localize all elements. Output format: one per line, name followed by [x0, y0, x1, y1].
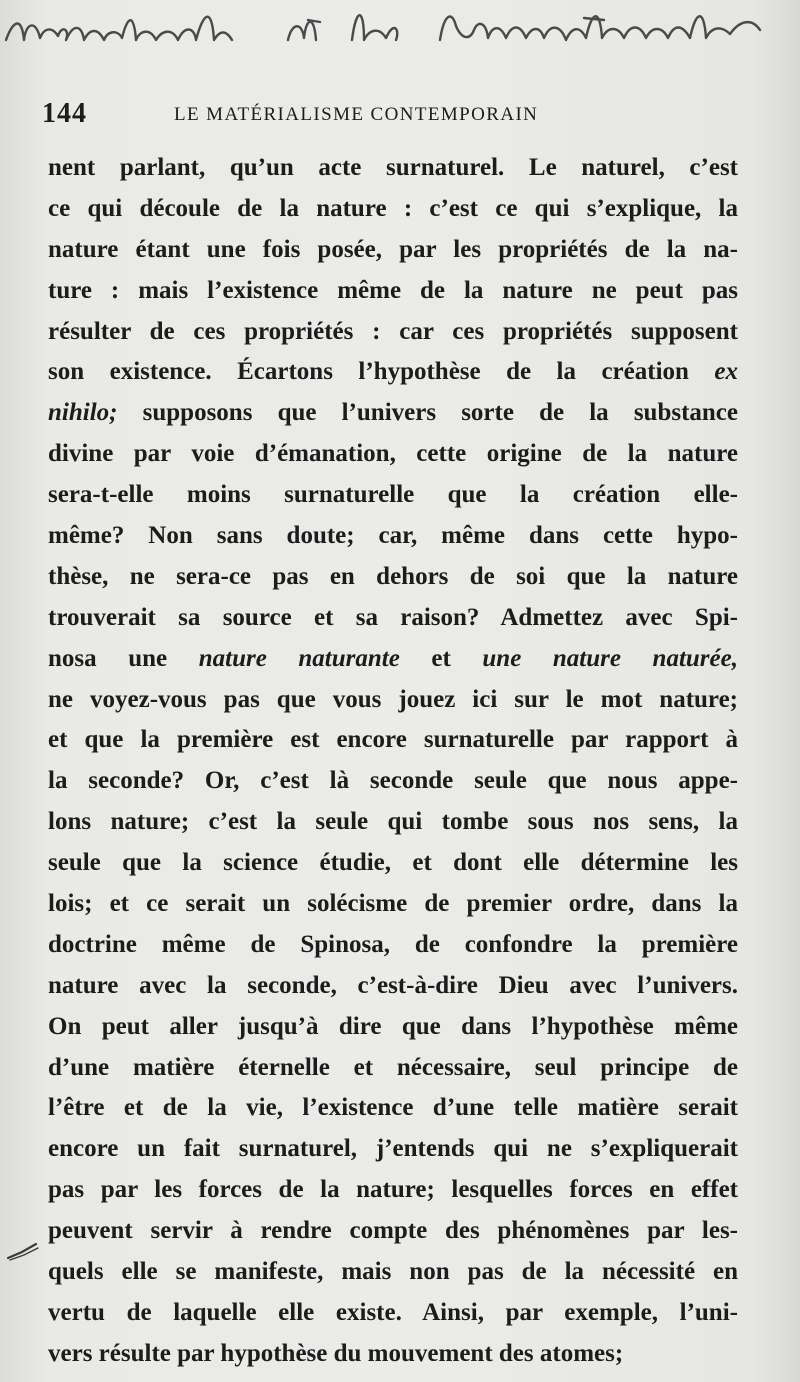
- italic-text: ex: [714, 358, 738, 386]
- text-line: [48, 230, 738, 271]
- text-segment: résulter de ces propriétés : car ces propriétés supposent: [48, 317, 738, 345]
- text-segment: nature avec la seconde, c’est-à-dire Dieu avec l’univers.: [48, 971, 738, 999]
- text-line: [48, 1252, 738, 1293]
- text-line: [48, 1007, 738, 1048]
- text-segment: son existence. Écartons l’hypothèse de la création: [48, 358, 715, 386]
- margin-pencil-mark: [6, 1240, 42, 1269]
- text-segment: la seconde? Or, c’est là seconde seule que nous appe-: [48, 767, 738, 795]
- text-segment: divine par voie d’émanation, cette origine de la nature: [48, 440, 738, 468]
- text-segment: thèse, ne sera-ce pas en dehors de soi que la nature: [48, 562, 738, 590]
- text-segment: nature étant une fois posée, par les propriétés de la na-: [48, 235, 738, 263]
- page-number: 144: [42, 98, 87, 129]
- text-line: [48, 1293, 738, 1334]
- text-line: [48, 680, 738, 721]
- text-segment: et: [399, 644, 483, 672]
- text-segment: nent parlant, qu’un acte surnaturel. Le naturel, c’est: [48, 154, 738, 181]
- text-segment: d’une matière éternelle et nécessaire, seul principe de: [48, 1053, 738, 1081]
- running-head: [42, 98, 742, 138]
- text-line: [48, 884, 738, 925]
- text-segment: même? Non sans doute; car, même dans cette hypo-: [48, 522, 738, 550]
- text-line: [48, 393, 738, 434]
- text-line: [48, 1048, 738, 1089]
- text-line: [48, 1170, 738, 1211]
- text-line: [48, 802, 738, 843]
- text-line: [48, 720, 738, 761]
- text-segment: trouverait sa source et sa raison? Admettez avec Spi-: [48, 603, 738, 631]
- text-segment: sera-t-elle moins surnaturelle que la création elle-: [48, 481, 738, 509]
- text-line: [48, 1129, 738, 1170]
- text-segment: lons nature; c’est la seule qui tombe sous nos sens, la: [48, 808, 738, 836]
- text-segment: ture : mais l’existence même de la nature ne peut pas: [48, 276, 738, 304]
- text-segment: supposons que l’univers sorte de la substance: [117, 399, 738, 427]
- text-segment: vers résulte par hypothèse du mouvement des atomes;: [48, 1339, 624, 1367]
- text-line: [48, 271, 738, 312]
- body-text: [48, 148, 738, 1375]
- text-segment: On peut aller jusqu’à dire que dans l’hypothèse même: [48, 1012, 738, 1040]
- running-title: LE MATÉRIALISME CONTEMPORAIN: [174, 104, 539, 125]
- text-segment: nosa une: [48, 644, 199, 672]
- text-line: [48, 352, 738, 393]
- text-segment: pas par les forces de la nature; lesquelles forces en effet: [48, 1176, 738, 1204]
- text-line: [48, 516, 738, 557]
- text-line: [48, 312, 738, 353]
- text-segment: encore un fait surnaturel, j’entends qui ne s’expliquerait: [48, 1135, 738, 1163]
- text-line: [48, 148, 738, 189]
- text-line: [48, 475, 738, 516]
- text-line: [48, 639, 738, 680]
- italic-text: nihilo;: [48, 399, 118, 427]
- text-segment: seule que la science étudie, et dont elle détermine les: [48, 849, 738, 877]
- italic-text: nature naturante: [198, 644, 400, 672]
- text-line: [48, 1211, 738, 1252]
- text-line: [48, 1088, 738, 1129]
- text-segment: lois; et ce serait un solécisme de premier ordre, dans la: [48, 890, 738, 918]
- text-line: [48, 966, 738, 1007]
- text-line: [48, 761, 738, 802]
- text-segment: ne voyez-vous pas que vous jouez ici sur le mot nature;: [48, 685, 738, 713]
- handwritten-annotation-drawing: [0, 0, 800, 62]
- text-segment: peuvent servir à rendre compte des phénomènes par les-: [48, 1217, 738, 1245]
- text-segment: ce qui découle de la nature : c’est ce qui s’explique, la: [48, 194, 738, 222]
- text-segment: quels elle se manifeste, mais non pas de la nécessité en: [48, 1258, 738, 1286]
- text-segment: l’être et de la vie, l’existence d’une telle matière serait: [48, 1094, 738, 1122]
- text-line: [48, 843, 738, 884]
- margin-pencil-mark-drawing: [6, 1240, 42, 1264]
- text-line: [48, 598, 738, 639]
- text-line: [48, 557, 738, 598]
- text-line: [48, 925, 738, 966]
- text-segment: et que la première est encore surnaturelle par rapport à: [48, 726, 738, 754]
- text-segment: doctrine même de Spinosa, de confondre la première: [48, 930, 738, 958]
- italic-text: une nature naturée,: [482, 644, 738, 672]
- text-line: [48, 1334, 738, 1375]
- handwritten-annotation: [0, 0, 800, 62]
- text-line: [48, 189, 738, 230]
- text-line: [48, 434, 738, 475]
- text-segment: vertu de laquelle elle existe. Ainsi, par exemple, l’uni-: [48, 1298, 738, 1326]
